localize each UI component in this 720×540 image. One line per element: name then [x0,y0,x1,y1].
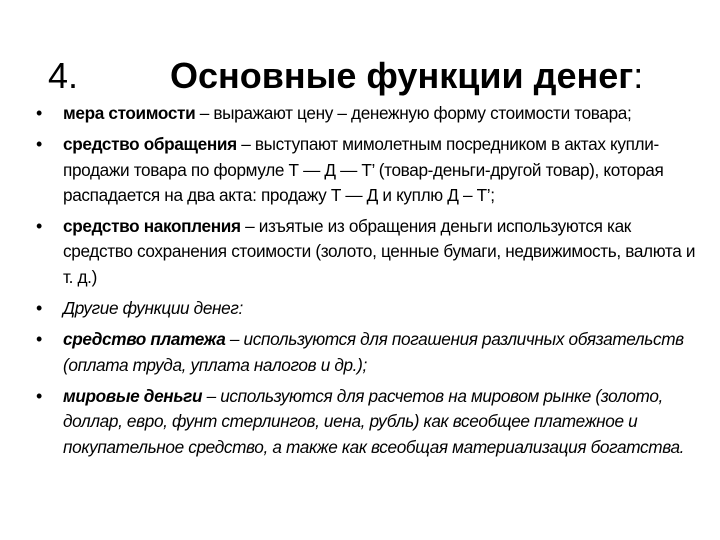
bullet-medium-of-exchange [36,132,696,208]
slide-title [48,48,688,104]
bullet-store-of-value [36,214,696,290]
bullet-text: – выражают цену – денежную форму стоимости товара; [195,103,632,123]
bullet-text: – используются для погашения различных обязательств (оплата труда, уплата налогов и др.); [63,329,684,375]
bullet-means-of-payment [36,327,696,378]
title-number: 4. [48,55,79,96]
title-colon: : [633,55,644,96]
bullet-term: мировые деньги [63,385,203,406]
bullet-text: Другие функции денег: [63,298,243,319]
title-text: Основные функции денег [170,55,634,96]
bullet-other-functions [36,296,696,321]
bullet-text: – выступают мимолетным посредником в актах купли-продажи товара по формуле Т — Д — Т’ (товар-деньги-другой товар), которая распадается на два акта: продажу Т — Д и куплю Д – Т’; [63,134,664,205]
bullet-term: средство платежа [63,329,226,350]
bullet-measure-of-value [36,101,696,126]
bullet-world-money [36,384,696,460]
bullet-term: средство накопления [63,216,241,237]
bullet-text: – используются для расчетов на мировом рынке (золото, доллар, евро, фунт стерлингов, иена, рубль) как всеобщее платежное и покупательное средство, а также как всеобщая материализация богатства. [63,385,685,457]
bullet-list [36,101,696,466]
bullet-text: – изъятые из обращения деньги используются как средство сохранения стоимости (золото, ценные бумаги, недвижимость, валюта и т. д.) [63,216,696,287]
bullet-term: мера стоимости [63,103,196,123]
bullet-term: средство обращения [63,134,237,155]
